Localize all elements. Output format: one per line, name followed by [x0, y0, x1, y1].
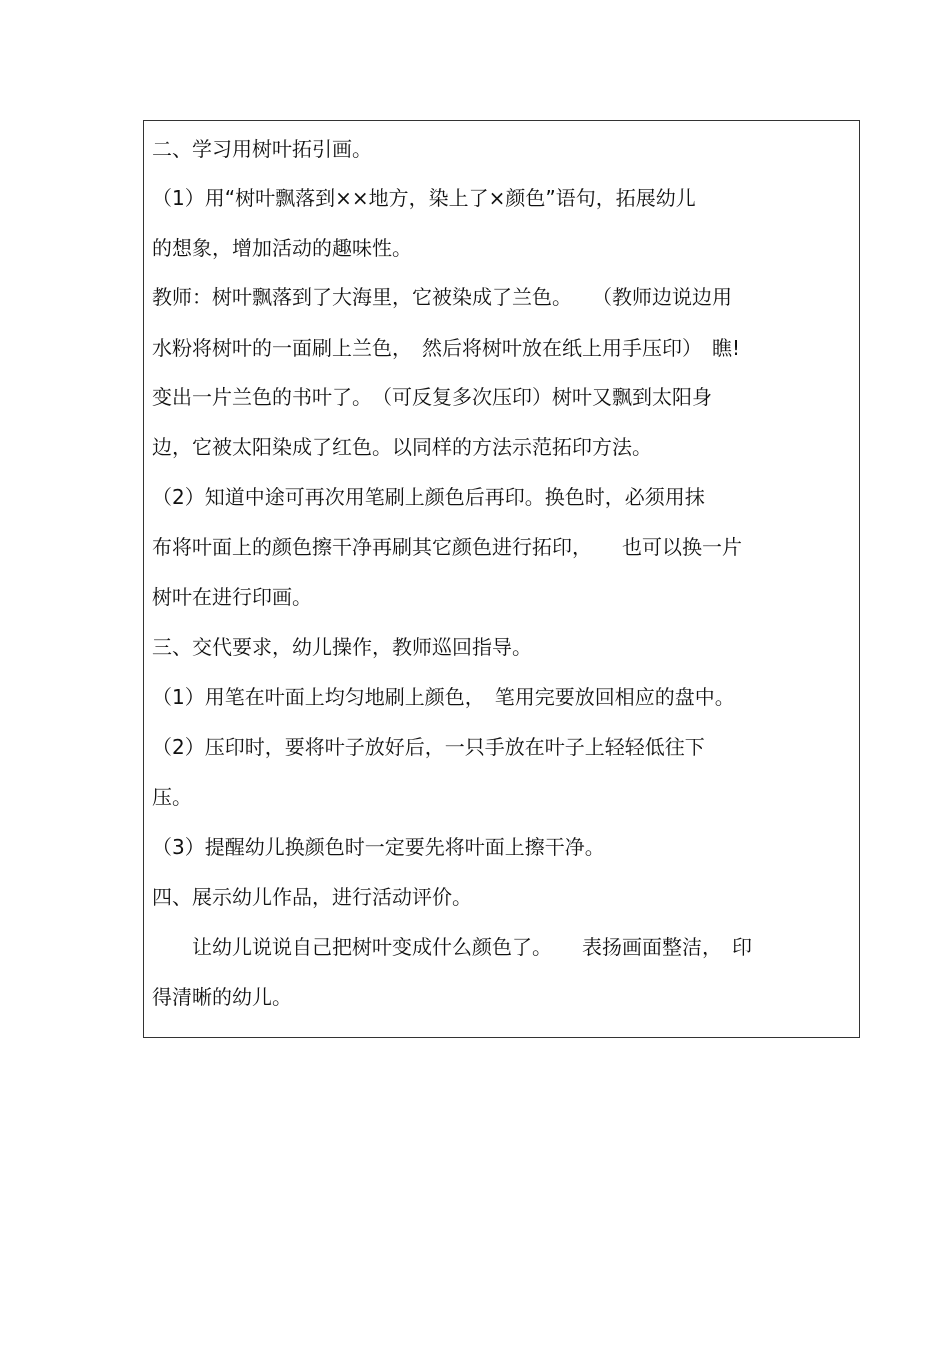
section-heading-2: 二、学习用树叶拓引画。 [152, 137, 372, 161]
paragraph-line: （1）用笔在叶面上均匀地刷上颜色， 笔用完要放回相应的盘中。 [152, 685, 735, 709]
paragraph-line: 水粉将树叶的一面刷上兰色， 然后将树叶放在纸上用手压印） 瞧! [152, 336, 741, 360]
paragraph-line: （2）知道中途可再次用笔刷上颜色后再印。换色时，必须用抹 [152, 485, 705, 509]
paragraph-line: 边，它被太阳染成了红色。以同样的方法示范拓印方法。 [152, 435, 652, 459]
paragraph-line: 布将叶面上的颜色擦干净再刷其它颜色进行拓印， 也可以换一片 [152, 535, 742, 559]
paragraph-line: 的想象，增加活动的趣味性。 [152, 236, 412, 260]
paragraph-line: 压。 [152, 785, 192, 809]
paragraph-line: 让幼儿说说自己把树叶变成什么颜色了。 表扬画面整洁， 印 [152, 935, 752, 959]
paragraph-line: 得清晰的幼儿。 [152, 985, 292, 1009]
section-heading-4: 四、展示幼儿作品，进行活动评价。 [152, 885, 472, 909]
section-heading-3: 三、交代要求，幼儿操作，教师巡回指导。 [152, 635, 532, 659]
paragraph-line: （1）用“树叶飘落到××地方，染上了×颜色”语句，拓展幼儿 [152, 186, 696, 210]
paragraph-line: 变出一片兰色的书叶了。 （可反复多次压印）树叶又飘到太阳身 [152, 385, 712, 409]
paragraph-line: （3）提醒幼儿换颜色时一定要先将叶面上擦干净。 [152, 835, 605, 859]
paragraph-line: 树叶在进行印画。 [152, 585, 312, 609]
paragraph-line: （2）压印时，要将叶子放好后，一只手放在叶子上轻轻低往下 [152, 735, 705, 759]
paragraph-line: 教师：树叶飘落到了大海里，它被染成了兰色。 （教师边说边用 [152, 285, 732, 309]
